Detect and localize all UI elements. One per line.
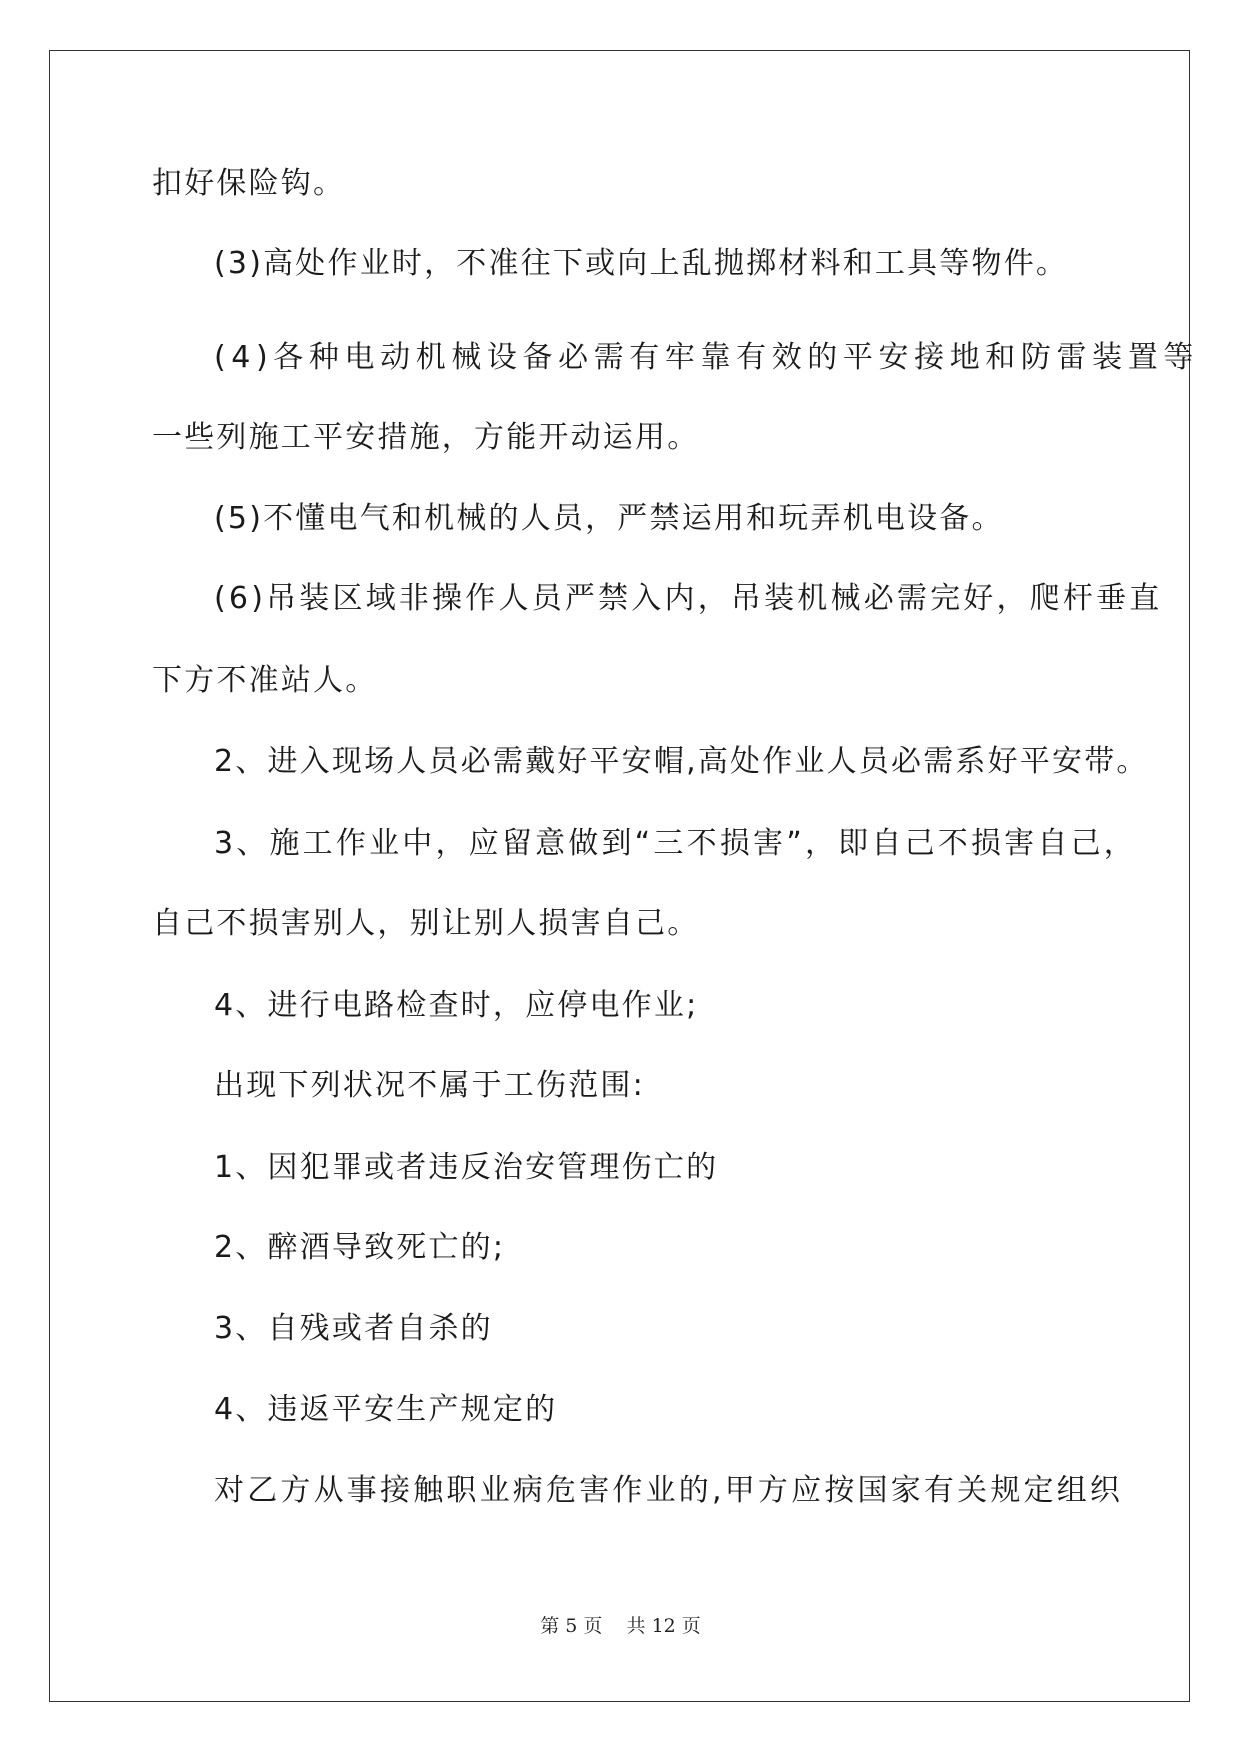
text-line-15: 3、自残或者自杀的: [214, 1311, 493, 1346]
text-line-16: 4、违返平安生产规定的: [214, 1392, 558, 1427]
text-line-1: 扣好保险钩。: [152, 166, 346, 201]
text-line-4: 一些列施工平安措施，方能开动运用。: [152, 420, 700, 455]
text-line-3: (4)各种电动机械设备必需有牢靠有效的平安接地和防雷装置等: [214, 340, 1199, 375]
text-line-5: (5)不懂电气和机械的人员，严禁运用和玩弄机电设备。: [214, 501, 1004, 536]
text-line-10: 自己不损害别人，别让别人损害自己。: [152, 906, 700, 941]
page-border: [49, 50, 1190, 1702]
text-line-12: 出现下列状况不属于工伤范围:: [214, 1068, 645, 1103]
text-line-2: (3)高处作业时，不准往下或向上乱抛掷材料和工具等物件。: [214, 246, 1069, 281]
text-line-9: 3、施工作业中，应留意做到“三不损害”，即自己不损害自己，: [214, 826, 1137, 861]
text-line-13: 1、因犯罪或者违反治安管理伤亡的: [214, 1150, 719, 1185]
page-number: 第 5 页 共 12 页: [540, 1615, 701, 1637]
text-line-14: 2、醉酒导致死亡的;: [214, 1230, 506, 1265]
text-line-7: 下方不准站人。: [152, 663, 378, 698]
text-line-11: 4、进行电路检查时，应停电作业;: [214, 988, 699, 1023]
text-line-17: 对乙方从事接触职业病危害作业的,甲方应按国家有关规定组织: [214, 1473, 1124, 1508]
text-line-6: (6)吊装区域非操作人员严禁入内，吊装机械必需完好，爬杆垂直: [214, 581, 1163, 616]
text-line-8: 2、进入现场人员必需戴好平安帽,高处作业人员必需系好平安带。: [214, 744, 1149, 779]
